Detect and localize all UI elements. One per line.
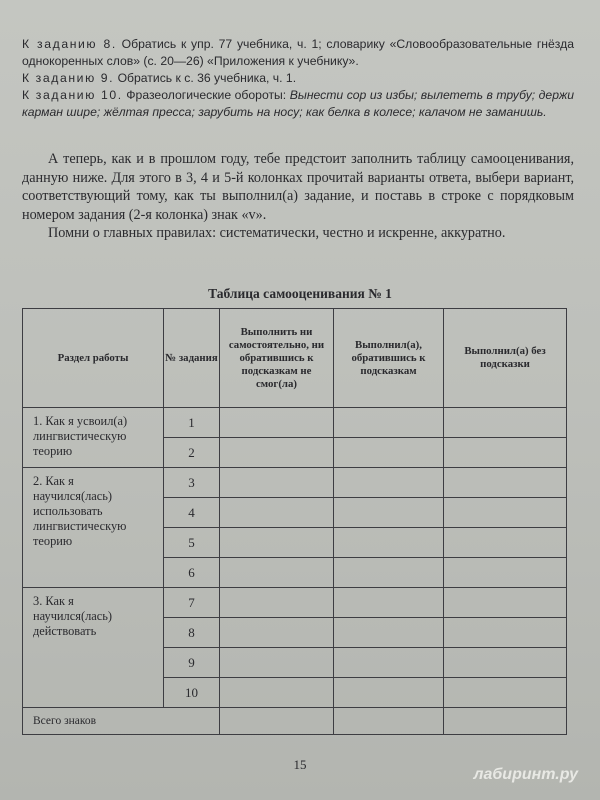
check-cell[interactable] <box>444 528 567 558</box>
task-number: 5 <box>164 528 220 558</box>
task-number: 1 <box>164 408 220 438</box>
instructions <box>22 150 574 243</box>
check-cell[interactable] <box>220 528 334 558</box>
check-cell[interactable] <box>444 408 567 438</box>
header-not-done: Выполнить ни самостоятельно, ни обратившись к подсказкам не смог(ла) <box>220 309 334 408</box>
check-cell[interactable] <box>220 558 334 588</box>
check-cell[interactable] <box>220 678 334 708</box>
check-cell[interactable] <box>220 438 334 468</box>
check-cell[interactable] <box>220 648 334 678</box>
check-cell[interactable] <box>334 648 444 678</box>
hint-text: Фразеологические обороты: <box>126 88 287 102</box>
header-task-number: № задания <box>164 309 220 408</box>
section-label: 2. Как я научился(лась) использовать лингвистическую теорию <box>23 468 164 588</box>
check-cell[interactable] <box>444 438 567 468</box>
total-row <box>23 708 567 735</box>
table-row <box>23 588 567 618</box>
hint-task-8 <box>22 36 574 70</box>
check-cell[interactable] <box>444 468 567 498</box>
self-assessment-table <box>22 308 567 735</box>
check-cell[interactable] <box>334 618 444 648</box>
instructions-paragraph: Помни о главных правилах: систематически, честно и искренне, аккуратно. <box>48 225 506 242</box>
hint-label: К заданию 8. <box>22 37 117 51</box>
page-number: 15 <box>293 757 307 772</box>
hint-label: К заданию 10. <box>22 88 123 102</box>
check-cell[interactable] <box>444 618 567 648</box>
check-cell[interactable] <box>220 408 334 438</box>
instructions-paragraph: А теперь, как и в прошлом году, тебе предстоит заполнить таблицу самооценивания, данную ниже. Для этого в 3, 4 и 5-й колонках прочитай варианты ответа, выбери вариант, соответствующий тому, как ты выполнил(а) задание, и поставь в строке с порядковым номером задания (2-я колонка) знак «v». <box>22 151 574 223</box>
header-section: Раздел работы <box>23 309 164 408</box>
check-cell[interactable] <box>334 558 444 588</box>
header-done-alone: Выполнил(а) без подсказки <box>444 309 567 408</box>
check-cell[interactable] <box>220 588 334 618</box>
table-title: Таблица самооценивания № 1 <box>208 286 392 301</box>
section-label: 3. Как я научился(лась) действовать <box>23 588 164 708</box>
task-number: 8 <box>164 618 220 648</box>
header-done-with-hints: Выполнил(а), обратившись к подсказкам <box>334 309 444 408</box>
check-cell[interactable] <box>220 618 334 648</box>
task-number: 7 <box>164 588 220 618</box>
check-cell[interactable] <box>334 678 444 708</box>
table-row <box>23 408 567 438</box>
task-number: 3 <box>164 468 220 498</box>
task-number: 10 <box>164 678 220 708</box>
check-cell[interactable] <box>444 558 567 588</box>
check-cell[interactable] <box>220 468 334 498</box>
check-cell[interactable] <box>334 438 444 468</box>
task-number: 9 <box>164 648 220 678</box>
check-cell[interactable] <box>444 498 567 528</box>
section-label: 1. Как я усвоил(а) лингвистическую теорию <box>23 408 164 468</box>
check-cell[interactable] <box>444 648 567 678</box>
check-cell[interactable] <box>334 588 444 618</box>
check-cell[interactable] <box>334 468 444 498</box>
task-number: 6 <box>164 558 220 588</box>
phraseologisms: Вынести сор из избы; вылететь в трубу; держи карман шире; жёлтая пресса; зарубить на носу; как белка в колесе; калачом не заманишь. <box>22 88 574 119</box>
total-cell[interactable] <box>220 708 334 735</box>
hint-text: Обратись к упр. 77 учебника, ч. 1; словарику «Словообразовательные гнёзда однокоренных слов» (с. 20—26) «Приложения к учебнику». <box>22 37 574 68</box>
hint-task-10 <box>22 87 574 121</box>
total-label: Всего знаков <box>23 708 220 735</box>
watermark-logo: лабиринт.ру <box>473 766 578 783</box>
hint-task-9 <box>22 70 574 87</box>
check-cell[interactable] <box>444 678 567 708</box>
table-row <box>23 468 567 498</box>
total-cell[interactable] <box>444 708 567 735</box>
check-cell[interactable] <box>334 528 444 558</box>
total-cell[interactable] <box>334 708 444 735</box>
hint-label: К заданию 9. <box>22 71 115 85</box>
table-header-row <box>23 309 567 408</box>
check-cell[interactable] <box>444 588 567 618</box>
check-cell[interactable] <box>220 498 334 528</box>
check-cell[interactable] <box>334 498 444 528</box>
task-number: 4 <box>164 498 220 528</box>
check-cell[interactable] <box>334 408 444 438</box>
hint-text: Обратись к с. 36 учебника, ч. 1. <box>117 71 297 85</box>
task-number: 2 <box>164 438 220 468</box>
